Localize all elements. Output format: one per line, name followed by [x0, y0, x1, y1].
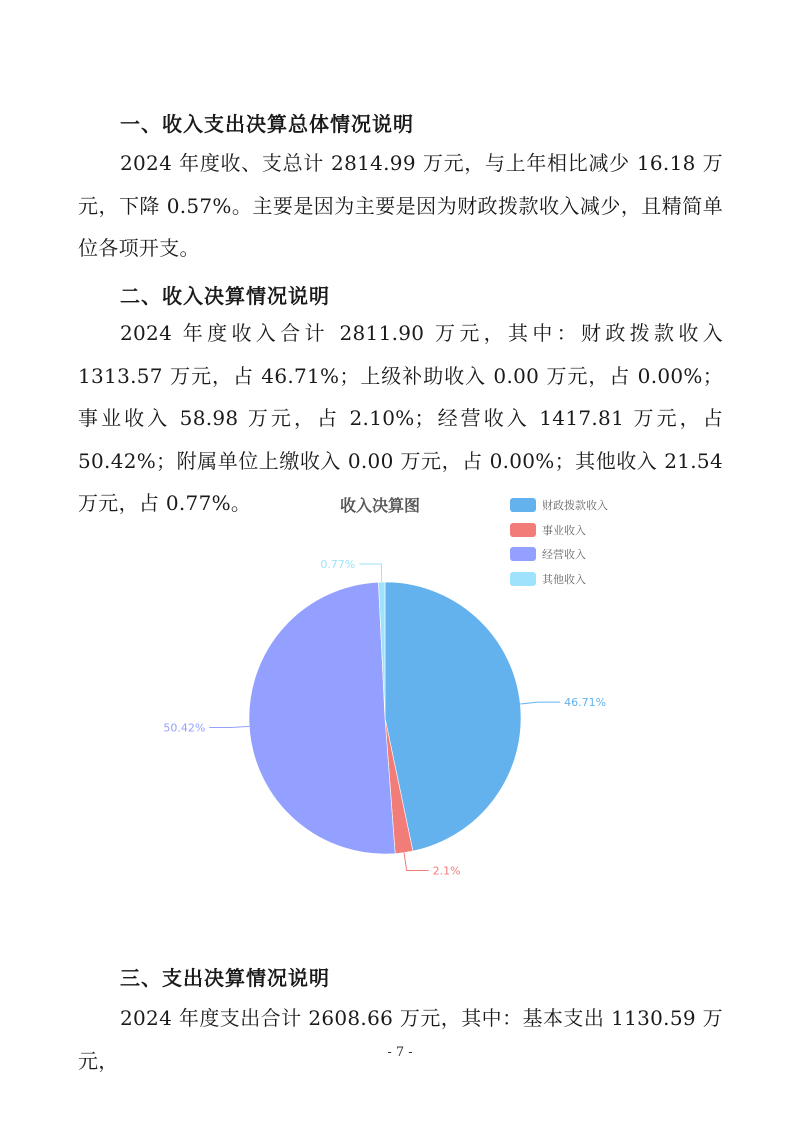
- legend-item-fiscal[interactable]: [510, 493, 608, 518]
- slice-label: 2.1%: [432, 864, 461, 878]
- chart-legend: [510, 493, 608, 591]
- section-2-heading: 二、收入决算情况说明: [120, 284, 330, 308]
- pie-slice[interactable]: [385, 582, 521, 851]
- leader-line: [520, 702, 560, 704]
- section-2-paragraph: 2024 年度收入合计 2811.90 万元，其中：财政拨款收入 1313.57 万元，占 46.71%；上级补助收入 0.00 万元，占 0.00%；事业收入 58.98 万元，占 2.10%；经营收入 1417.81 万元，占 50.42%；附属单位上缴收入 0.00 万元，占 0.00%；其他收入 21.54 万元，占 0.77%。: [78, 321, 723, 515]
- section-1-heading: 一、收入支出决算总体情况说明: [120, 112, 414, 136]
- leader-line: [359, 564, 381, 582]
- leader-line: [209, 726, 249, 727]
- section-3-heading: 三、支出决算情况说明: [120, 966, 330, 990]
- slice-label: 50.42%: [163, 721, 206, 735]
- legend-label: 其他收入: [542, 572, 586, 586]
- legend-label: 事业收入: [542, 523, 586, 537]
- slice-label: 0.77%: [320, 558, 356, 572]
- legend-swatch: [510, 547, 536, 561]
- legend-swatch: [510, 498, 536, 512]
- legend-item-business[interactable]: [510, 518, 608, 543]
- income-pie-chart: [160, 485, 640, 885]
- section-3-paragraph: 2024 年度支出合计 2608.66 万元，其中：基本支出 1130.59 万元，: [78, 1006, 723, 1073]
- legend-swatch: [510, 572, 536, 586]
- slice-label: 46.71%: [564, 696, 607, 710]
- legend-item-other[interactable]: [510, 567, 608, 592]
- legend-item-operating[interactable]: [510, 542, 608, 567]
- legend-swatch: [510, 523, 536, 537]
- leader-line: [404, 853, 429, 871]
- page-number: - 7 -: [387, 1045, 413, 1060]
- pie-slice[interactable]: [249, 582, 395, 854]
- chart-title: 收入决算图: [340, 496, 421, 515]
- legend-label: 财政拨款收入: [542, 499, 608, 513]
- legend-label: 经营收入: [542, 548, 586, 562]
- section-1-paragraph: 2024 年度收、支总计 2814.99 万元，与上年相比减少 16.18 万元，下降 0.57%。主要是因为主要是因为财政拨款收入减少，且精简单位各项开支。: [78, 151, 723, 260]
